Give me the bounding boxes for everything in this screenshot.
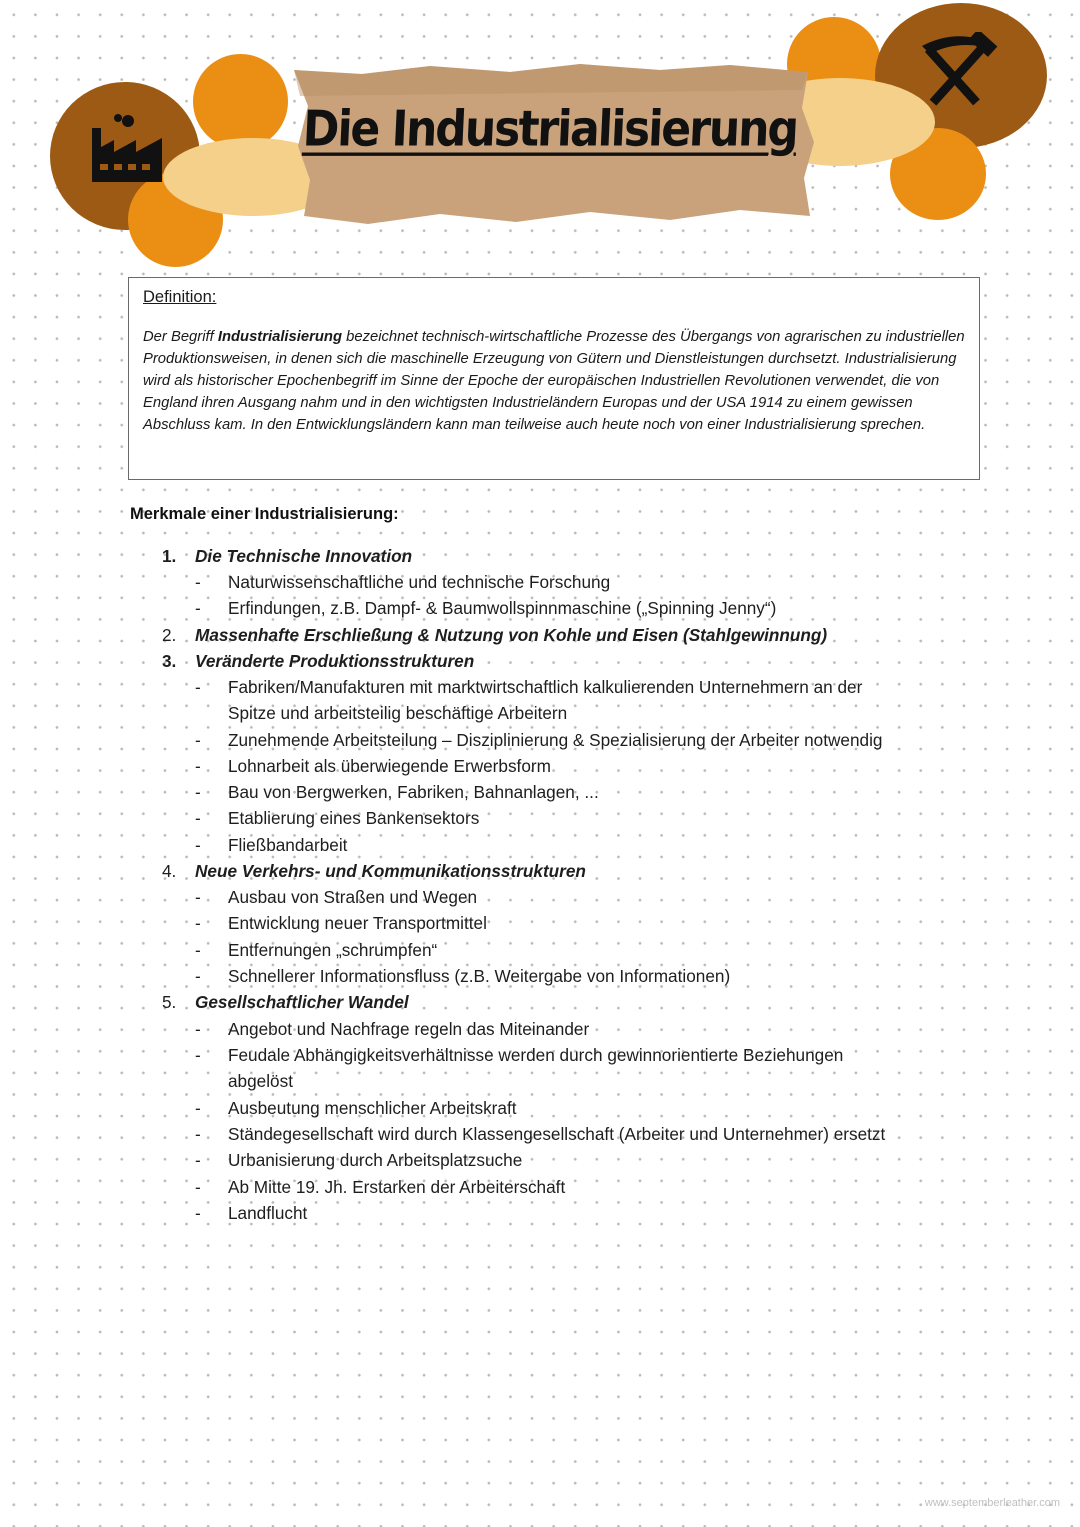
item-number: 5. — [162, 992, 177, 1012]
factory-icon — [88, 112, 166, 184]
item-number: 1. — [162, 546, 177, 566]
item-number: 3. — [162, 651, 177, 671]
footer-watermark[interactable]: www.septemberleather.com — [924, 1497, 1060, 1509]
list-item-continued: abgelöst — [228, 1071, 293, 1091]
bullet-dash: - — [195, 730, 201, 750]
list-item: Feudale Abhängigkeitsverhältnisse werden durch gewinnorientierte Beziehungen — [228, 1045, 844, 1065]
bullet-dash: - — [195, 835, 201, 855]
list-item: Ab Mitte 19. Jh. Erstarken der Arbeiterschaft — [228, 1177, 566, 1197]
list-item: Naturwissenschaftliche und technische Forschung — [228, 572, 611, 592]
bullet-dash: - — [195, 1098, 201, 1118]
item-heading: Die Technische Innovation — [195, 546, 413, 566]
hammer-and-pick-icon — [918, 32, 1000, 112]
bullet-dash: - — [195, 1203, 201, 1223]
bullet-dash: - — [195, 1150, 201, 1170]
bullet-dash: - — [195, 756, 201, 776]
definition-box — [128, 277, 980, 480]
bullet-dash: - — [195, 887, 201, 907]
item-number: 2. — [162, 625, 177, 645]
page-title: Die Industrialisierung — [301, 100, 799, 159]
list-item: Schnellerer Informationsfluss (z.B. Weitergabe von Informationen) — [228, 966, 731, 986]
list-item: Fließbandarbeit — [228, 835, 348, 855]
list-item: Ständegesellschaft wird durch Klassengesellschaft (Arbeiter und Unternehmer) ersetzt — [228, 1124, 886, 1144]
bullet-dash: - — [195, 598, 201, 618]
list-item: Ausbau von Straßen und Wegen — [228, 887, 478, 907]
bullet-dash: - — [195, 940, 201, 960]
bullet-dash: - — [195, 677, 201, 697]
definition-pre: Der Begriff — [143, 329, 218, 345]
list-item: Angebot und Nachfrage regeln das Miteinander — [228, 1019, 590, 1039]
bullet-dash: - — [195, 913, 201, 933]
list-item: Bau von Bergwerken, Fabriken, Bahnanlagen, ... — [228, 782, 599, 802]
list-item: Entwicklung neuer Transportmittel — [228, 913, 487, 933]
definition-term: Industrialisierung — [217, 329, 342, 345]
bullet-dash: - — [195, 1124, 201, 1144]
list-item: Urbanisierung durch Arbeitsplatzsuche — [228, 1150, 523, 1170]
definition-body: bezeichnet technisch-wirtschaftliche Prozesse des Übergangs von agrarischen zu industriellen Produktionsweisen, in denen sich die maschinelle Erzeugung von Gütern und Dienstleistungen durchsetzt. Industrialisierung wird als historischer Epochenbegriff im Sinne der Epoche der europäischen Industriellen Revolutionen verwendet, die von England ihren Ausgang nahm und in den wichtigsten Industrieländern Europas und der USA 1914 zu einem gewissen Abschluss kam. In den Entwicklungsländern kann man teilweise auch heute noch von einer Industrialisierung sprechen. — [143, 329, 965, 434]
left-orange-circle-top — [193, 54, 288, 149]
definition-text — [143, 326, 969, 436]
list-item: Entfernungen „schrumpfen“ — [228, 940, 438, 960]
list-item: Etablierung eines Bankensektors — [228, 808, 480, 828]
item-heading: Massenhafte Erschließung & Nutzung von Kohle und Eisen (Stahlgewinnung) — [195, 625, 828, 645]
item-number: 4. — [162, 861, 177, 881]
bullet-dash: - — [195, 1177, 201, 1197]
list-item: Zunehmende Arbeitsteilung – Disziplinierung & Spezialisierung der Arbeiter notwendig — [228, 730, 883, 750]
item-heading: Neue Verkehrs- und Kommunikationsstrukturen — [195, 861, 586, 881]
definition-label: Definition: — [143, 288, 217, 306]
list-item: Landflucht — [228, 1203, 308, 1223]
features-title: Merkmale einer Industrialisierung: — [130, 505, 399, 523]
list-item: Lohnarbeit als überwiegende Erwerbsform — [228, 756, 551, 776]
list-item-continued: Spitze und arbeitsteilig beschäftige Arbeitern — [228, 703, 568, 723]
bullet-dash: - — [195, 1045, 201, 1065]
item-heading: Gesellschaftlicher Wandel — [195, 992, 409, 1012]
bullet-dash: - — [195, 1019, 201, 1039]
list-item: Erfindungen, z.B. Dampf- & Baumwollspinnmaschine („Spinning Jenny“) — [228, 598, 777, 618]
list-item: Fabriken/Manufakturen mit marktwirtschaftlich kalkulierenden Unternehmern an der — [228, 677, 863, 697]
bullet-dash: - — [195, 966, 201, 986]
item-heading: Veränderte Produktionsstrukturen — [195, 651, 475, 671]
bullet-dash: - — [195, 572, 201, 592]
bullet-dash: - — [195, 782, 201, 802]
list-item: Ausbeutung menschlicher Arbeitskraft — [228, 1098, 517, 1118]
bullet-dash: - — [195, 808, 201, 828]
